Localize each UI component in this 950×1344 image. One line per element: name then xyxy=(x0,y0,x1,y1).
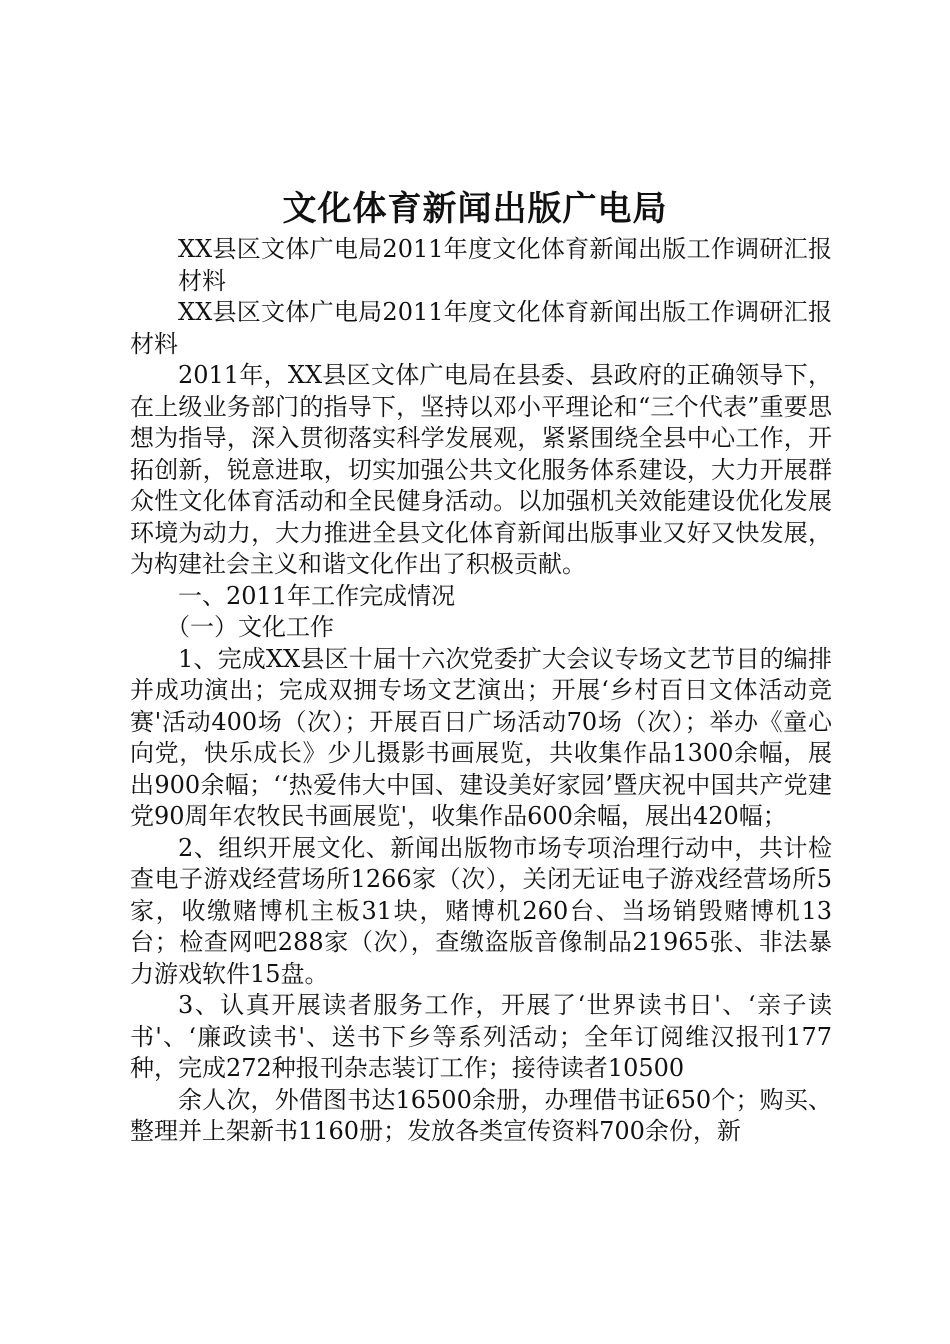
list-item: 1、完成XX县区十届十六次党委扩大会议专场文艺节目的编排并成功演出；完成双拥专场文艺演出；开展‘乡村百日文体活动竞赛'活动400场（次）；开展百日广场活动70场（次）；举办《童心向党，快乐成长》少儿摄影书画展览，共收集作品1300余幅，展出900余幅；‘‘热爱伟大中国、建设美好家园’暨庆祝中国共产党建党90周年农牧民书画展览'，收集作品600余幅，展出420幅； xyxy=(130,644,832,830)
section-heading: 一、2011年工作完成情况 xyxy=(178,581,456,610)
list-item: 3、认真开展读者服务工作，开展了‘世界读书日'、‘亲子读书'、‘廉政读书'、送书下乡等系列活动；全年订阅维汉报刊177种，完成272种报刊杂志装订工作；接待读者10500 xyxy=(130,991,832,1082)
intro-paragraph: 2011年，XX县区文体广电局在县委、县政府的正确领导下，在上级业务部门的指导下，坚持以邓小平理论和“三个代表”重要思想为指导，深入贯彻落实科学发展观，紧紧围绕全县中心工作，开拓创新，锐意进取，切实加强公共文化服务体系建设，大力开展群众性文化体育活动和全民健身活动。以加强机关效能建设优化发展环境为动力，大力推进全县文化体育新闻出版事业又好又快发展，为构建社会主义和谐文化作出了积极贡献。 xyxy=(130,361,832,578)
subtitle-paragraph: XX县区文体广电局2011年度文化体育新闻出版工作调研汇报材料 xyxy=(130,298,832,358)
subsection-heading: （一）文化工作 xyxy=(166,613,334,641)
list-item: 2、组织开展文化、新闻出版物市场专项治理行动中，共计检查电子游戏经营场所1266家（次），关闭无证电子游戏经营场所5家，收缴赌博机主板31块，赌博机260台、当场销毁赌博机13台；检查网吧288家（次），查缴盗版音像制品21965张、非法暴力游戏软件15盘。 xyxy=(130,833,832,988)
document-body xyxy=(130,234,832,1148)
subtitle-line: XX县区文体广电局2011年度文化体育新闻出版工作调研汇报材料 xyxy=(178,235,832,295)
document-title: 文化体育新闻出版广电局 xyxy=(282,189,668,229)
list-item-continuation: 余人次，外借图书达16500余册，办理借书证650个；购买、整理并上架新书1160册；发放各类宣传资料700余份，新 xyxy=(130,1085,832,1145)
